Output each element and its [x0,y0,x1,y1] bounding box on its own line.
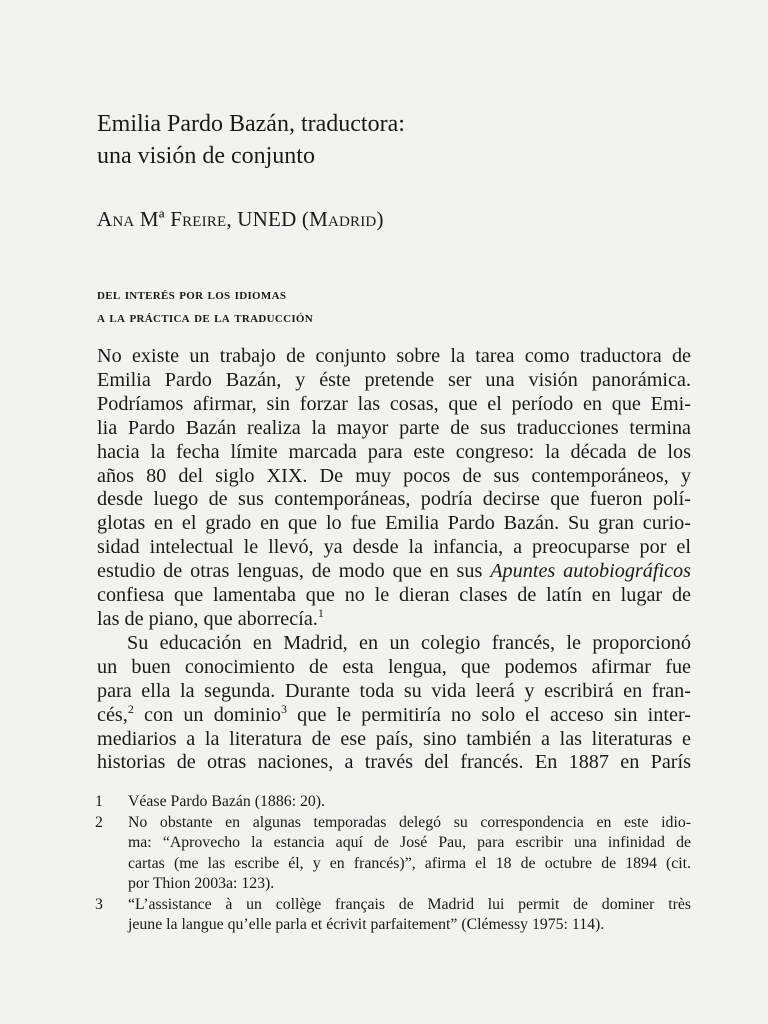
footnote-ref-3: 3 [281,701,287,716]
body-line: Emilia Pardo Bazán, y éste pretende ser una visión panorámica. [97,368,691,391]
footnote-ref-1: 1 [317,605,324,620]
body-line: confiesa que lamentaba que no le dieran clases de latín en lugar de [97,584,691,607]
body-line: un buen conocimiento de esta lengua, que podemos afirmar fue [97,655,691,678]
body-line-text: las de piano, que aborrecía. [97,607,318,630]
footnote-1 [97,792,691,813]
title-line-1: Emilia Pardo Bazán, traductora: [97,111,405,137]
footnote-3 [97,895,691,936]
body-line-text: estudio de otras lenguas, de modo que en sus [97,560,491,583]
body-line: años 80 del siglo XIX. De muy pocos de sus contemporáneos, y [97,464,691,487]
footnote-number: 2 [95,813,103,831]
body-text [97,345,691,775]
body-line: Su educación en Madrid, en un colegio francés, le proporcionó [127,631,691,654]
paragraph-2 [97,632,691,775]
footnote-number: 3 [95,895,103,913]
body-line: Podríamos afirmar, sin forzar las cosas, que el período en que Emi- [97,392,691,415]
footnote-line: No obstante en algunas temporadas delegó su correspondencia en este idio- [128,813,691,831]
body-line: sidad intelectual le llevó, ya desde la infancia, a preocuparse por el [97,536,691,559]
section-heading [97,283,697,329]
body-line: lia Pardo Bazán realiza la mayor parte de sus traducciones termina [97,416,691,439]
footnote-text [128,895,691,936]
footnote-2 [97,813,691,895]
body-line [97,605,691,632]
article-title [97,108,697,172]
footnote-line: jeune la langue qu’elle parla et écrivit parfaitement” (Clémessy 1975: 114). [128,916,605,933]
body-line: mediarios a la literatura de ese país, sino también a las literaturas e [97,727,691,750]
body-line-text: con un dominio [133,703,281,726]
body-line: historias de otras naciones, a través del francés. En 1887 en París [97,751,691,774]
body-line-text: cés, [97,703,128,726]
body-line: No existe un trabajo de conjunto sobre la tarea como traductora de [97,345,691,367]
title-line-2: una visión de conjunto [97,143,315,169]
footnote-text [128,792,691,813]
body-line: desde luego de sus contemporáneas, podría decirse que fueron polí- [97,488,691,511]
footnote-line: cartas (me las escribe él, y en francés)”, afirma el 18 de octubre de 1894 (cit. [128,854,691,872]
footnote-line: “L’assistance à un collège français de Madrid lui permit de dominer très [128,895,691,913]
author-affiliation: Ana Mª Freire, UNED (Madrid) [97,207,384,231]
book-title-italic: Apuntes autobiográficos [490,560,691,583]
footnote-text [128,813,691,895]
paragraph-1 [97,345,691,632]
footnote-line: por Thion 2003a: 123). [128,875,275,892]
body-line [97,560,691,584]
body-line [97,701,691,728]
footnote-line: ma: “Aprovecho la estancia aquí de José Pau, para escribir una infinidad de [128,834,691,851]
footnote-ref-2: 2 [127,701,134,716]
body-line: hacia la fecha límite marcada para este congreso: la década de los [97,440,691,463]
section-heading-line-2: a la práctica de la traducción [97,309,313,326]
footnote-line: Véase Pardo Bazán (1886: 20). [128,793,325,810]
body-line: glotas en el grado en que lo fue Emilia Pardo Bazán. Su gran curio- [97,512,691,535]
body-line: para ella la segunda. Durante toda su vida leerá y escribirá en fran- [97,679,691,702]
section-heading-line-1: del interés por los idiomas [97,286,287,303]
footnotes [97,792,691,936]
footnote-number: 1 [95,793,103,810]
body-line-text: que le permitiría no solo el acceso sin inter- [287,703,691,726]
